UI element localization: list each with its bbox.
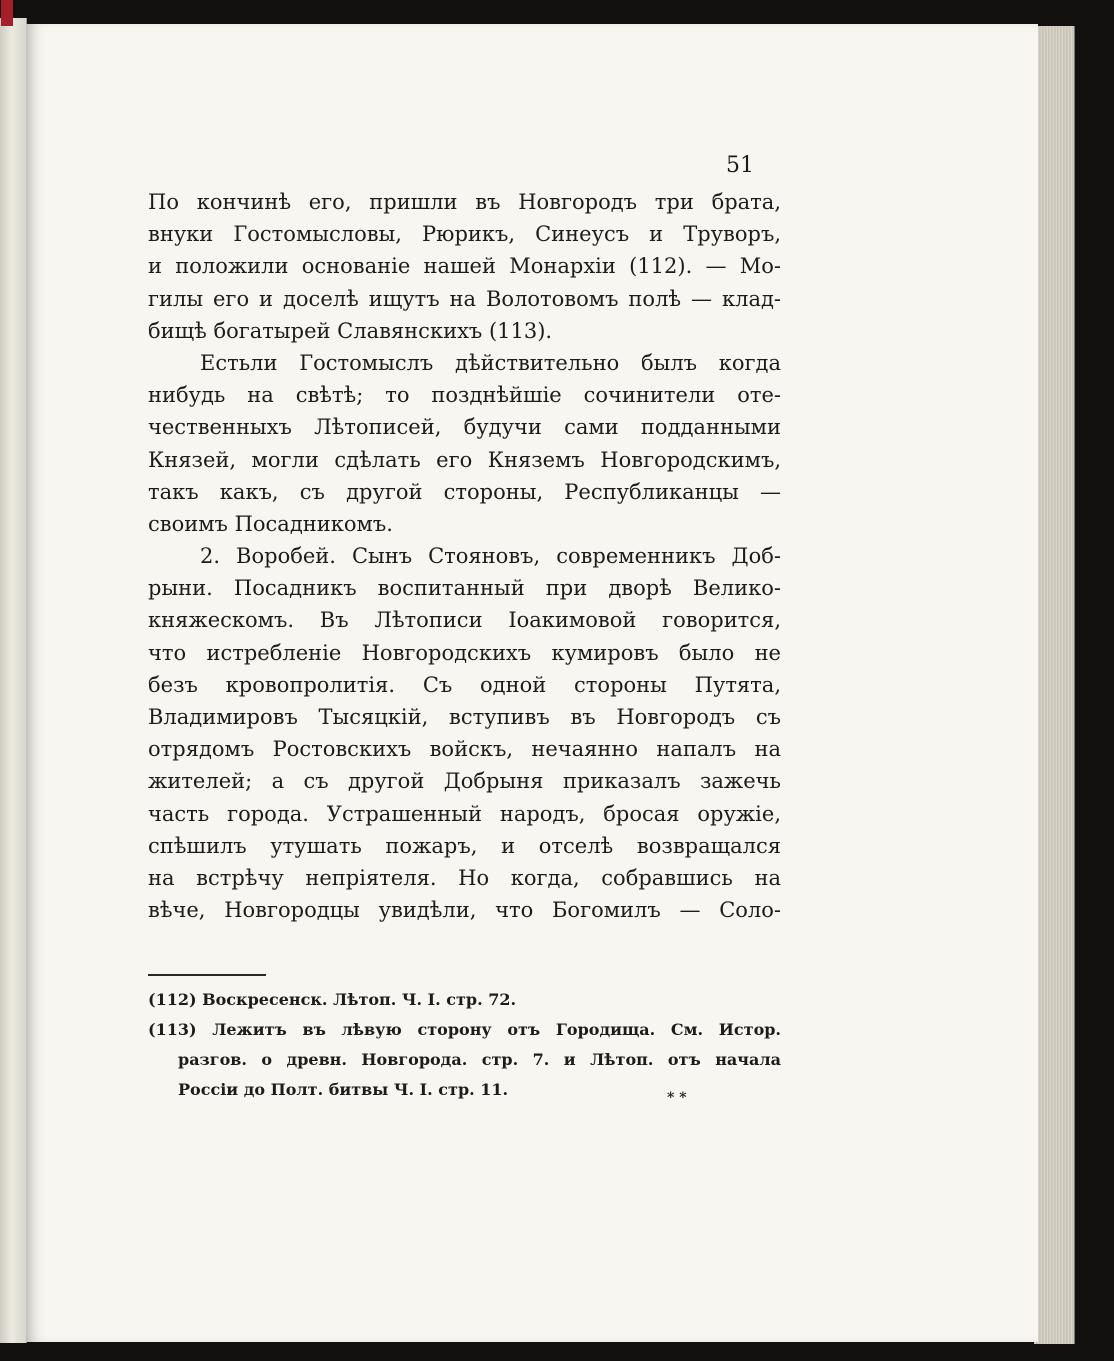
text-line: По кончинѣ его, пришли въ Новгородъ три брата,: [148, 190, 781, 214]
footnote-divider: [148, 974, 266, 976]
body-text: [148, 186, 781, 926]
signature-mark: * *: [667, 1090, 687, 1106]
text-line: Естьли Гостомыслъ дѣйствительно былъ когда: [200, 350, 781, 375]
text-line: часть города. Устрашенный народъ, бросая оружіе,: [148, 801, 781, 826]
text-line: бищѣ богатырей Славянскихъ (113).: [148, 318, 553, 343]
text-line: на встрѣчу непріятеля. Но когда, собравшись на: [148, 865, 781, 890]
page-number: 51: [726, 153, 754, 178]
text-line: 2. Воробей. Сынъ Стояновъ, современникъ Доб-: [200, 544, 781, 569]
text-line: княжескомъ. Въ Лѣтописи Іоакимовой говорится,: [148, 608, 781, 633]
text-line: отрядомъ Ростовскихъ войскъ, нечаянно напалъ на: [148, 737, 781, 762]
footnote-line: (113) Лежитъ въ лѣвую сторону отъ Городища. См. Истор.: [148, 1020, 781, 1039]
text-line: и положили основаніе нашей Монархіи (112). — Мо-: [148, 254, 781, 279]
text-line: чественныхъ Лѣтописей, будучи сами подданными: [148, 415, 781, 440]
text-line: вѣче, Новгородцы увидѣли, что Богомилъ — Соло-: [148, 898, 781, 923]
footnote-line: разгов. о древн. Новгорода. стр. 7. и Лѣтоп. отъ начала: [178, 1050, 781, 1069]
footnote-line: Россіи до Полт. битвы Ч. I. стр. 11.: [178, 1080, 509, 1099]
text-line: безъ кровопролитія. Съ одной стороны Путята,: [148, 672, 781, 697]
text-line: гилы его и доселѣ ищутъ на Волотовомъ полѣ — клад-: [148, 286, 781, 311]
page-stack-edge: [1034, 26, 1075, 1344]
text-line: нибудь на свѣтѣ; то позднѣйшіе сочинители оте-: [148, 383, 781, 408]
text-line: спѣшилъ утушать пожаръ, и отселѣ возвращался: [148, 833, 781, 858]
footnote-line: (112) Воскресенск. Лѣтоп. Ч. I. стр. 72.: [148, 990, 517, 1009]
text-line: что истребленіе Новгородскихъ кумировъ было не: [148, 640, 781, 665]
left-page-edge: [0, 18, 27, 1343]
text-line: Князей, могли сдѣлать его Княземъ Новгородскимъ,: [148, 447, 781, 472]
bookmark-ribbon: [1, 0, 13, 26]
text-line: такъ какъ, съ другой стороны, Республиканцы —: [148, 479, 781, 504]
text-line: рыни. Посадникъ воспитанный при дворѣ Велико-: [148, 576, 781, 601]
text-line: своимъ Посадникомъ.: [148, 511, 393, 536]
text-line: жителей; а съ другой Добрыня приказалъ зажечь: [148, 769, 781, 794]
footnotes: [148, 985, 781, 1105]
text-line: Владимировъ Тысяцкій, вступивъ въ Новгородъ съ: [148, 705, 781, 729]
text-line: внуки Гостомысловы, Рюрикъ, Синеусъ и Труворъ,: [148, 222, 781, 247]
